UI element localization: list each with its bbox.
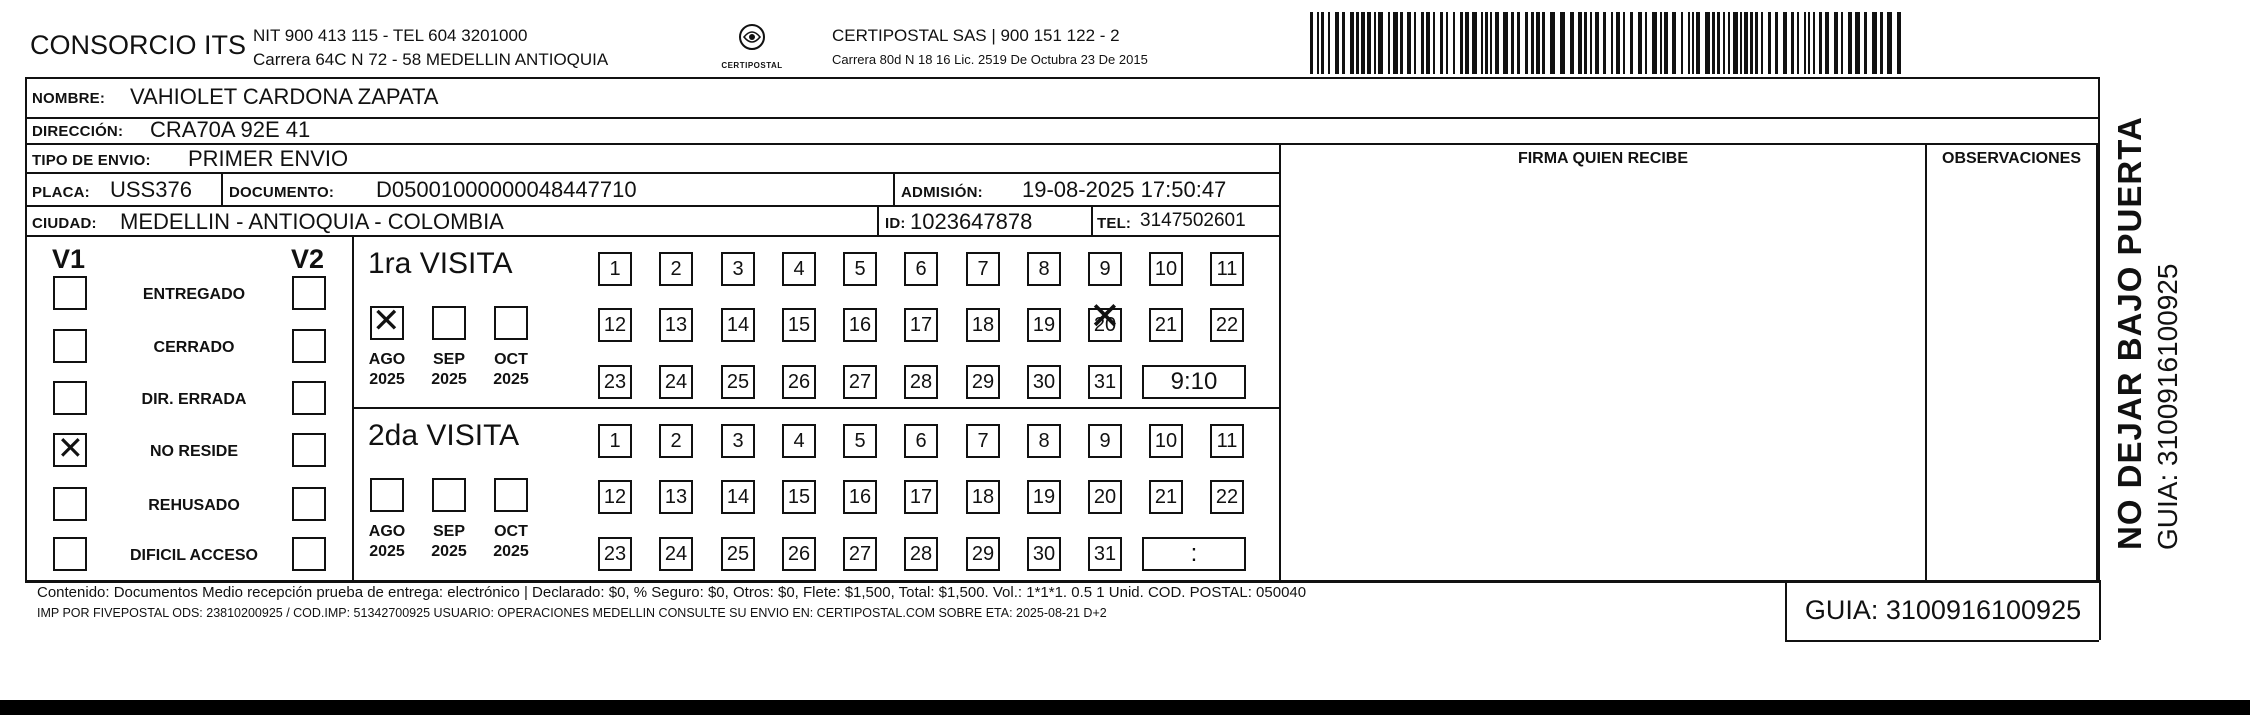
month-name: AGO <box>368 523 406 540</box>
day-checkbox-10[interactable]: 10 <box>1149 252 1183 286</box>
day-checkbox-27[interactable]: 27 <box>843 365 877 399</box>
month-checkbox-oct[interactable] <box>494 478 528 512</box>
placa-label: PLACA: <box>32 184 90 201</box>
barcode-bar <box>1407 12 1411 74</box>
day-checkbox-1[interactable]: 1 <box>598 252 632 286</box>
carrier-line: CERTIPOSTAL SAS | 900 151 122 - 2 <box>832 26 1120 45</box>
day-checkbox-24[interactable]: 24 <box>659 365 693 399</box>
barcode-bar <box>1570 12 1574 74</box>
day-checkbox-4[interactable]: 4 <box>782 252 816 286</box>
day-checkbox-4[interactable]: 4 <box>782 424 816 458</box>
barcode-bar <box>1616 12 1620 74</box>
barcode-bar <box>1717 12 1720 74</box>
id-value: 1023647878 <box>910 209 1033 234</box>
company-address: Carrera 64C N 72 - 58 MEDELLIN ANTIOQUIA <box>253 50 609 69</box>
month-checkbox-ago[interactable] <box>370 306 404 340</box>
barcode-bar <box>1342 12 1345 74</box>
barcode-bar <box>1350 12 1354 74</box>
barcode-bar <box>1421 12 1424 74</box>
v2-checkbox[interactable] <box>292 537 326 571</box>
month-label <box>486 522 536 562</box>
barcode-bar <box>1750 12 1753 74</box>
barcode-bar <box>1321 12 1324 74</box>
barcode-bar <box>1692 12 1694 74</box>
tipo-envio-value: PRIMER ENVIO <box>188 146 349 171</box>
barcode-bar <box>1712 12 1715 74</box>
nombre-value: VAHIOLET CARDONA ZAPATA <box>130 84 439 109</box>
day-checkbox-31[interactable]: 31 <box>1088 537 1122 571</box>
barcode-bar <box>1775 12 1778 74</box>
barcode-bar <box>1808 12 1810 74</box>
barcode-bar <box>1433 12 1435 74</box>
barcode-bar <box>1590 12 1592 74</box>
day-checkbox-1[interactable]: 1 <box>598 424 632 458</box>
day-checkbox-16[interactable]: 16 <box>843 480 877 514</box>
barcode-bar <box>1623 12 1625 74</box>
day-checkbox-20[interactable]: 20 <box>1088 480 1122 514</box>
barcode-bar <box>1681 12 1683 74</box>
barcode-bar <box>1652 12 1657 74</box>
barcode-bar <box>1490 12 1492 74</box>
day-checkbox-26[interactable]: 26 <box>782 537 816 571</box>
month-label <box>362 350 412 390</box>
barcode-bar <box>1393 12 1398 74</box>
barcode-bar <box>1841 12 1843 74</box>
day-checkbox-13[interactable]: 13 <box>659 308 693 342</box>
barcode-bar <box>1453 12 1455 74</box>
v1-checkbox[interactable] <box>53 537 87 571</box>
month-year: 2025 <box>431 543 467 560</box>
placa-value: USS376 <box>110 177 192 202</box>
v1-checkbox[interactable] <box>53 381 87 415</box>
barcode-bar <box>1578 12 1582 74</box>
month-year: 2025 <box>431 371 467 388</box>
day-checkbox-19[interactable]: 19 <box>1027 308 1061 342</box>
barcode-bar <box>1374 12 1376 74</box>
day-checkbox-19[interactable]: 19 <box>1027 480 1061 514</box>
day-checkbox-20[interactable]: 20 ✕ <box>1088 308 1122 342</box>
barcode-bar <box>1819 12 1822 74</box>
day-checkbox-15[interactable]: 15 <box>782 308 816 342</box>
v2-checkbox[interactable] <box>292 276 326 310</box>
barcode <box>1310 12 1910 74</box>
barcode-bar <box>1887 12 1892 74</box>
company-name: CONSORCIO ITS <box>30 30 247 60</box>
status-label: DIFICIL ACCESO <box>129 547 258 564</box>
barcode-bar <box>1361 12 1365 74</box>
barcode-bar <box>1872 12 1877 74</box>
month-name: OCT <box>494 351 528 368</box>
status-label: REHUSADO <box>148 497 240 514</box>
barcode-bar <box>1460 12 1463 74</box>
barcode-bar <box>1855 12 1860 74</box>
day-checkbox-27[interactable]: 27 <box>843 537 877 571</box>
barcode-bar <box>1825 12 1829 74</box>
carrier-address: Carrera 80d N 18 16 Lic. 2519 De Octubra 23 De 2015 <box>832 52 1148 67</box>
month-year: 2025 <box>369 371 405 388</box>
barcode-bar <box>1536 12 1540 74</box>
barcode-bar <box>1603 12 1606 74</box>
barcode-bar <box>1517 12 1520 74</box>
month-label <box>486 350 536 390</box>
visit-title: 2da VISITA <box>368 419 520 452</box>
barcode-bar <box>1595 12 1599 74</box>
day-checkbox-10[interactable]: 10 <box>1149 424 1183 458</box>
day-checkbox-14[interactable]: 14 <box>721 308 755 342</box>
day-checkbox-28[interactable]: 28 <box>904 537 938 571</box>
barcode-bar <box>1864 12 1867 74</box>
v1-checkbox[interactable] <box>53 487 87 521</box>
barcode-bar <box>1465 12 1469 74</box>
day-checkbox-5[interactable]: 5 <box>843 252 877 286</box>
side-notice <box>2110 90 2200 550</box>
day-checkbox-21[interactable]: 21 <box>1149 308 1183 342</box>
footer-line-1: Contenido: Documentos Medio recepción prueba de entrega: electrónico | Declarado: $0, % Seguro: $0, Otros: $0, Flete: $1,500, Total: $1,500. Vol.: 1*1*1. 0.5 1 Unid. COD. POSTAL: 050040 <box>37 584 1307 601</box>
barcode-bar <box>1426 12 1430 74</box>
barcode-bar <box>1317 12 1319 74</box>
barcode-bar <box>1335 12 1339 74</box>
visit-time-field[interactable]: : <box>1142 537 1246 571</box>
barcode-bar <box>1761 12 1763 74</box>
observaciones-header: OBSERVACIONES <box>1942 150 2081 167</box>
barcode-bar <box>1400 12 1403 74</box>
day-checkbox-7[interactable]: 7 <box>966 252 1000 286</box>
barcode-bar <box>1584 12 1587 74</box>
barcode-bar <box>1542 12 1545 74</box>
day-checkbox-6[interactable]: 6 <box>904 252 938 286</box>
barcode-bar <box>1495 12 1499 74</box>
documento-value: D05001000000048447710 <box>376 177 637 202</box>
barcode-bar <box>1733 12 1738 74</box>
barcode-bar <box>1378 12 1383 74</box>
day-checkbox-12[interactable]: 12 <box>598 480 632 514</box>
visit-title: 1ra VISITA <box>368 247 513 280</box>
v2-checkbox[interactable] <box>292 487 326 521</box>
barcode-bar <box>1797 12 1799 74</box>
v1-checkbox[interactable] <box>53 329 87 363</box>
no-dejar-notice: NO DEJAR BAJO PUERTA <box>2111 116 2148 550</box>
day-checkbox-30[interactable]: 30 <box>1027 537 1061 571</box>
tel-value: 3147502601 <box>1140 210 1246 231</box>
v1-checkbox[interactable] <box>53 433 87 467</box>
day-checkbox-25[interactable]: 25 <box>721 537 755 571</box>
month-checkbox-oct[interactable] <box>494 306 528 340</box>
month-name: SEP <box>432 523 465 540</box>
barcode-bar <box>1367 12 1371 74</box>
barcode-bar <box>1897 12 1901 74</box>
footer-details <box>37 583 1777 623</box>
visit-time-field[interactable]: 9:10 <box>1142 365 1246 399</box>
side-guia: GUIA: 3100916100925 <box>2152 263 2183 550</box>
v2-checkbox[interactable] <box>292 381 326 415</box>
day-checkbox-11[interactable]: 11 <box>1210 252 1244 286</box>
barcode-bar <box>1672 12 1676 74</box>
barcode-bar <box>1645 12 1647 74</box>
month-checkbox-sep[interactable] <box>432 306 466 340</box>
barcode-bar <box>1638 12 1642 74</box>
status-label: NO RESIDE <box>149 443 238 460</box>
v2-checkbox[interactable] <box>292 433 326 467</box>
day-checkbox-12[interactable]: 12 <box>598 308 632 342</box>
ciudad-label: CIUDAD: <box>32 215 97 232</box>
day-checkbox-29[interactable]: 29 <box>966 537 1000 571</box>
barcode-bar <box>1696 12 1700 74</box>
month-label <box>424 522 474 562</box>
barcode-bar <box>1723 12 1725 74</box>
company-contact <box>253 24 608 72</box>
nombre-label: NOMBRE: <box>32 90 106 107</box>
barcode-bar <box>1744 12 1748 74</box>
firma-header: FIRMA QUIEN RECIBE <box>1517 150 1689 167</box>
day-checkbox-25[interactable]: 25 <box>721 365 755 399</box>
barcode-bar <box>1388 12 1390 74</box>
day-checkbox-2[interactable]: 2 <box>659 252 693 286</box>
day-checkbox-5[interactable]: 5 <box>843 424 877 458</box>
barcode-bar <box>1560 12 1565 74</box>
tipo-envio-label: TIPO DE ENVIO: <box>32 152 151 169</box>
footer-line-2: IMP POR FIVEPOSTAL ODS: 23810200925 / COD.IMP: 51342700925 USUARIO: OPERACIONES MEDELLIN CONSULTE SU ENVIO EN: CERTIPOSTAL.COM SOBRE ETA: 2025-08-21 D+2 <box>37 606 1107 620</box>
day-checkbox-28[interactable]: 28 <box>904 365 938 399</box>
day-checkbox-3[interactable]: 3 <box>721 252 755 286</box>
month-label <box>362 522 412 562</box>
admision-label: ADMISIÓN: <box>901 184 983 201</box>
day-checkbox-8[interactable]: 8 <box>1027 252 1061 286</box>
certipostal-logo <box>712 22 792 68</box>
v2-checkbox[interactable] <box>292 329 326 363</box>
day-checkbox-8[interactable]: 8 <box>1027 424 1061 458</box>
day-checkbox-24[interactable]: 24 <box>659 537 693 571</box>
day-checkbox-3[interactable]: 3 <box>721 424 755 458</box>
v2-header: V2 <box>291 244 325 274</box>
barcode-bar <box>1328 12 1330 74</box>
barcode-bar <box>1768 12 1771 74</box>
day-checkbox-9[interactable]: 9 <box>1088 252 1122 286</box>
ciudad-value: MEDELLIN - ANTIOQUIA - COLOMBIA <box>120 209 504 234</box>
barcode-bar <box>1740 12 1742 74</box>
barcode-bar <box>1503 12 1508 74</box>
day-checkbox-29[interactable]: 29 <box>966 365 1000 399</box>
v1-checkbox[interactable] <box>53 276 87 310</box>
day-checkbox-17[interactable]: 17 <box>904 308 938 342</box>
barcode-bar <box>1783 12 1787 74</box>
day-checkbox-22[interactable]: 22 <box>1210 308 1244 342</box>
certipostal-logo-icon <box>730 22 774 56</box>
barcode-bar <box>1481 12 1483 74</box>
barcode-bar <box>1550 12 1555 74</box>
barcode-bar <box>1813 12 1815 74</box>
day-checkbox-7[interactable]: 7 <box>966 424 1000 458</box>
barcode-bar <box>1511 12 1514 74</box>
day-checkbox-22[interactable]: 22 <box>1210 480 1244 514</box>
barcode-bar <box>1791 12 1794 74</box>
barcode-bar <box>1611 12 1613 74</box>
barcode-bar <box>1834 12 1838 74</box>
month-name: AGO <box>368 351 406 368</box>
documento-label: DOCUMENTO: <box>229 184 335 201</box>
month-checkbox-sep[interactable] <box>432 478 466 512</box>
direccion-label: DIRECCIÓN: <box>32 123 124 140</box>
month-year: 2025 <box>493 543 529 560</box>
carrier-info <box>832 24 1148 72</box>
barcode-bar <box>1310 12 1313 74</box>
day-checkbox-31[interactable]: 31 <box>1088 365 1122 399</box>
barcode-bar <box>1705 12 1710 74</box>
barcode-bar <box>1664 12 1668 74</box>
day-checkbox-23[interactable]: 23 <box>598 537 632 571</box>
barcode-bar <box>1848 12 1852 74</box>
barcode-bar <box>1446 12 1448 74</box>
barcode-bar <box>1728 12 1730 74</box>
status-label: CERRADO <box>153 339 235 356</box>
barcode-bar <box>1472 12 1477 74</box>
logo-caption: CERTIPOSTAL <box>721 61 783 70</box>
month-name: SEP <box>432 351 465 368</box>
day-checkbox-18[interactable]: 18 <box>966 308 1000 342</box>
month-year: 2025 <box>369 543 405 560</box>
direccion-value: CRA70A 92E 41 <box>150 117 311 142</box>
day-checkbox-23[interactable]: 23 <box>598 365 632 399</box>
status-label: ENTREGADO <box>142 286 246 303</box>
barcode-bar <box>1440 12 1443 74</box>
barcode-bar <box>1688 12 1690 74</box>
barcode-bar <box>1880 12 1883 74</box>
nit-line: NIT 900 413 115 - TEL 604 3201000 <box>253 26 528 45</box>
day-checkbox-6[interactable]: 6 <box>904 424 938 458</box>
day-checkbox-11[interactable]: 11 <box>1210 424 1244 458</box>
day-checkbox-16[interactable]: 16 <box>843 308 877 342</box>
barcode-bar <box>1485 12 1488 74</box>
barcode-bar <box>1525 12 1528 74</box>
barcode-bar <box>1804 12 1806 74</box>
month-checkbox-ago[interactable] <box>370 478 404 512</box>
barcode-bar <box>1660 12 1662 74</box>
day-checkbox-26[interactable]: 26 <box>782 365 816 399</box>
v1-header: V1 <box>52 244 86 274</box>
bottom-edge <box>0 700 2250 715</box>
day-checkbox-15[interactable]: 15 <box>782 480 816 514</box>
month-name: OCT <box>494 523 528 540</box>
month-label <box>424 350 474 390</box>
id-label: ID: <box>885 215 906 232</box>
day-checkbox-30[interactable]: 30 <box>1027 365 1061 399</box>
guia-number: GUIA: 3100916100925 <box>1804 595 2082 625</box>
barcode-bar <box>1414 12 1416 74</box>
tel-label: TEL: <box>1097 215 1132 232</box>
day-checkbox-2[interactable]: 2 <box>659 424 693 458</box>
barcode-bar <box>1356 12 1359 74</box>
month-year: 2025 <box>493 371 529 388</box>
barcode-bar <box>1755 12 1758 74</box>
day-checkbox-18[interactable]: 18 <box>966 480 1000 514</box>
day-checkbox-9[interactable]: 9 <box>1088 424 1122 458</box>
barcode-bar <box>1630 12 1633 74</box>
status-label: DIR. ERRADA <box>141 391 247 408</box>
day-checkbox-14[interactable]: 14 <box>721 480 755 514</box>
admision-value: 19-08-2025 17:50:47 <box>1022 177 1227 202</box>
day-checkbox-21[interactable]: 21 <box>1149 480 1183 514</box>
day-checkbox-17[interactable]: 17 <box>904 480 938 514</box>
barcode-bar <box>1531 12 1534 74</box>
day-checkbox-13[interactable]: 13 <box>659 480 693 514</box>
